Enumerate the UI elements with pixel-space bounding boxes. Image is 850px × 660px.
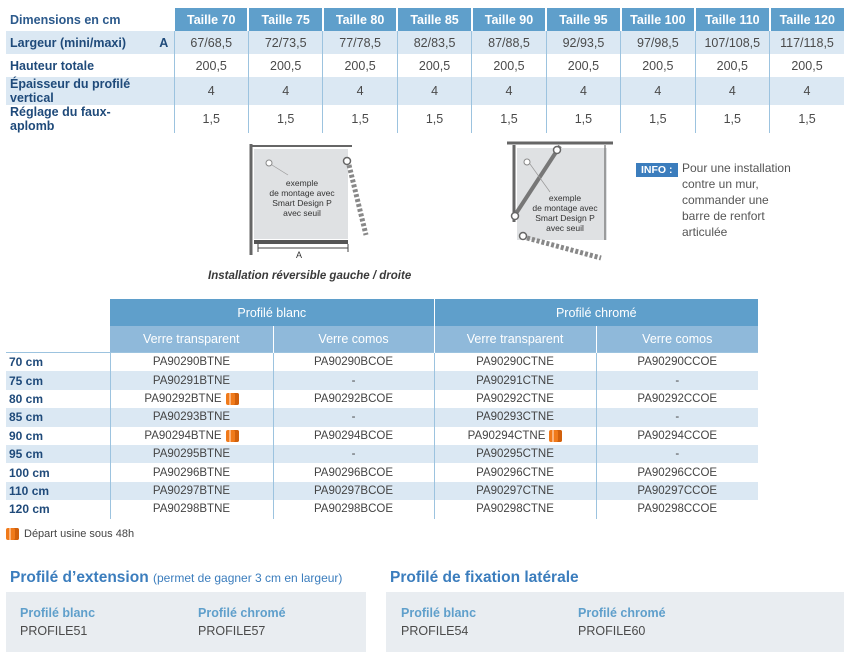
- reference-code: PA90292BTNE: [144, 392, 222, 405]
- extension-panel: [6, 592, 366, 652]
- dimension-value: 200,5: [397, 54, 471, 77]
- dimension-value: 1,5: [248, 105, 322, 133]
- dimension-value: 82/83,5: [397, 31, 471, 54]
- reference-code: PA90296BCOE: [313, 466, 394, 479]
- orange-box-icon: [6, 528, 19, 540]
- reference-code: PA90293CTNE: [476, 411, 554, 424]
- size-header: Taille 80: [323, 8, 397, 31]
- size-label: 110 cm: [6, 482, 110, 500]
- dimension-value: 107/108,5: [695, 31, 769, 54]
- note-line: Smart Design P: [272, 198, 332, 208]
- reference-cell: [434, 445, 596, 463]
- reference-code: PA90291CTNE: [476, 374, 554, 387]
- reference-code: PA90292CTNE: [476, 392, 554, 405]
- dimension-value: 200,5: [621, 54, 695, 77]
- info-line: commander une: [682, 193, 769, 207]
- reference-cell: [110, 371, 273, 389]
- reference-cell: [596, 445, 758, 463]
- info-block: [636, 160, 678, 178]
- reference-cell: [596, 482, 758, 500]
- fixation-chrome-value: PROFILE60: [578, 624, 646, 638]
- reference-code: PA90295BTNE: [152, 448, 231, 461]
- size-header: Taille 85: [397, 8, 471, 31]
- reference-cell: [110, 427, 273, 445]
- note-line: exemple: [285, 178, 319, 188]
- note-line: avec seuil: [546, 223, 584, 233]
- reference-cell: [596, 463, 758, 481]
- reference-cell: [273, 390, 434, 408]
- dimension-value: 4: [323, 77, 397, 105]
- table-row: [6, 445, 758, 463]
- dimensions-table: [6, 8, 844, 133]
- reference-cell: [273, 371, 434, 389]
- size-label: 95 cm: [6, 445, 110, 463]
- orange-box-icon: [226, 430, 239, 442]
- reference-code: PA90297CTNE: [476, 484, 554, 497]
- dimension-value: 200,5: [695, 54, 769, 77]
- corner-cell: [6, 299, 110, 326]
- reference-cell: [273, 408, 434, 426]
- reference-code: -: [351, 374, 356, 387]
- reference-cell: [596, 371, 758, 389]
- table-row: [6, 371, 758, 389]
- reference-code: -: [675, 448, 680, 461]
- dimension-value: 200,5: [546, 54, 620, 77]
- dimension-value: 4: [174, 77, 248, 105]
- reference-cell: [110, 482, 273, 500]
- dimensions-header-label: Dimensions en cm: [10, 12, 121, 27]
- dimension-value: 4: [546, 77, 620, 105]
- reference-cell: [434, 500, 596, 518]
- dimension-row: [6, 31, 844, 54]
- dimension-value: 92/93,5: [546, 31, 620, 54]
- group-header-chrome: Profilé chromé: [434, 299, 758, 326]
- dimension-value: 1,5: [472, 105, 546, 133]
- dimension-value: 200,5: [323, 54, 397, 77]
- dimension-a-label: A: [296, 250, 303, 260]
- info-text: [682, 160, 791, 240]
- dimension-row-label: Largeur (mini/maxi): [6, 31, 154, 54]
- dimension-marker: [154, 54, 174, 77]
- dimension-value: 4: [695, 77, 769, 105]
- size-label: 120 cm: [9, 502, 50, 517]
- size-header: Taille 90: [472, 8, 546, 31]
- reference-cell: [110, 408, 273, 426]
- dimension-value: 4: [248, 77, 322, 105]
- table-row: [6, 427, 758, 445]
- fixation-white-value: PROFILE54: [401, 624, 469, 638]
- reference-code: PA90296BTNE: [152, 466, 231, 479]
- dimension-marker: A: [154, 31, 174, 54]
- table-row: [6, 482, 758, 500]
- reference-cell: [273, 482, 434, 500]
- table-row: [6, 463, 758, 481]
- dimension-value: 1,5: [695, 105, 769, 133]
- reference-cell: [596, 427, 758, 445]
- dimension-value: 1,5: [621, 105, 695, 133]
- reference-code: PA90294CCOE: [637, 429, 718, 442]
- reference-cell: [110, 390, 273, 408]
- dimension-value: 1,5: [770, 105, 844, 133]
- extension-white-label: Profilé blanc: [20, 606, 96, 620]
- table-row: [6, 500, 758, 518]
- reference-code: PA90290CTNE: [476, 356, 554, 369]
- table-row: [6, 408, 758, 426]
- reference-cell: [596, 408, 758, 426]
- info-line: contre un mur,: [682, 177, 759, 191]
- note-line: de montage avec: [269, 188, 335, 198]
- size-label: 85 cm: [6, 408, 110, 426]
- reference-code: -: [351, 448, 356, 461]
- fixation-chrome-label: Profilé chromé: [578, 606, 666, 620]
- dimension-value: 4: [472, 77, 546, 105]
- references-table: [6, 299, 758, 519]
- dimension-marker: [154, 105, 174, 133]
- reference-code: PA90298CCOE: [637, 503, 718, 516]
- reference-cell: [273, 427, 434, 445]
- reference-code: -: [675, 411, 680, 424]
- dimension-row-label: Hauteur totale: [6, 54, 154, 77]
- sub-header: Verre transparent: [434, 326, 596, 353]
- extension-chrome-value: PROFILE57: [198, 624, 266, 638]
- note-line: de montage avec: [532, 203, 598, 213]
- dimension-value: 4: [770, 77, 844, 105]
- diagram-caption: Installation réversible gauche / droite: [208, 270, 412, 282]
- note-line: Smart Design P: [535, 213, 595, 223]
- dimension-value: 1,5: [323, 105, 397, 133]
- reference-cell: [110, 353, 273, 372]
- sub-header: Verre comos: [273, 326, 434, 353]
- reference-code: -: [351, 411, 356, 424]
- reference-code: PA90295CTNE: [476, 448, 554, 461]
- size-header: Taille 120: [770, 8, 844, 31]
- reference-code: PA90292BCOE: [313, 392, 394, 405]
- extension-chrome-label: Profilé chromé: [198, 606, 286, 620]
- size-label: 75 cm: [6, 371, 110, 389]
- fixation-title: Profilé de fixation latérale: [390, 569, 579, 586]
- dimension-value: 1,5: [546, 105, 620, 133]
- dimension-row-label: Épaisseur du profilé vertical: [6, 77, 154, 105]
- reference-cell: [434, 353, 596, 372]
- dimension-value: 200,5: [174, 54, 248, 77]
- reference-code: PA90297BTNE: [152, 484, 231, 497]
- dimension-value: 1,5: [174, 105, 248, 133]
- extension-title-text: Profilé d’extension: [10, 569, 149, 586]
- reference-code: PA90298BCOE: [313, 503, 394, 516]
- reference-cell: [110, 445, 273, 463]
- size-label: 70 cm: [6, 353, 110, 372]
- sub-header: Verre transparent: [110, 326, 273, 353]
- extension-white-value: PROFILE51: [20, 624, 88, 638]
- reference-code: PA90294CTNE: [467, 429, 546, 442]
- reference-cell: [434, 390, 596, 408]
- table-row: [6, 353, 758, 372]
- legend-text: Départ usine sous 48h: [24, 528, 135, 540]
- extension-subtitle: (permet de gagner 3 cm en largeur): [152, 571, 343, 585]
- dimension-value: 97/98,5: [621, 31, 695, 54]
- size-header: Taille 95: [546, 8, 620, 31]
- note-line: avec seuil: [283, 208, 321, 218]
- dimension-row: [6, 77, 844, 105]
- corner-cell: [6, 326, 110, 353]
- reference-cell: [110, 463, 273, 481]
- dimension-value: 87/88,5: [472, 31, 546, 54]
- size-header: Taille 70: [174, 8, 248, 31]
- fixation-white-label: Profilé blanc: [401, 606, 477, 620]
- dimension-value: 200,5: [472, 54, 546, 77]
- dimension-row: [6, 54, 844, 77]
- info-line: Pour une installation: [682, 161, 791, 175]
- reference-code: PA90292CCOE: [637, 392, 718, 405]
- orange-box-icon: [549, 430, 562, 442]
- dimension-row: [6, 105, 844, 133]
- reference-code: PA90297CCOE: [637, 484, 718, 497]
- reference-code: PA90294BTNE: [144, 429, 222, 442]
- extension-title: [10, 569, 342, 587]
- dimension-value: 200,5: [770, 54, 844, 77]
- reference-code: PA90298BTNE: [152, 503, 231, 516]
- info-line: articulée: [682, 225, 728, 239]
- dimension-value: 4: [397, 77, 471, 105]
- reference-cell: [596, 390, 758, 408]
- dimension-row-label: Réglage du faux-aplomb: [6, 105, 154, 133]
- reference-code: PA90296CTNE: [476, 466, 554, 479]
- dimension-value: 117/118,5: [770, 31, 844, 54]
- reference-cell: [434, 463, 596, 481]
- fixation-panel: [386, 592, 844, 652]
- reference-cell: [434, 427, 596, 445]
- reference-code: PA90294BCOE: [313, 429, 394, 442]
- size-header: Taille 110: [695, 8, 769, 31]
- size-label: 80 cm: [9, 391, 44, 406]
- reference-cell: [596, 500, 758, 518]
- dimension-value: 4: [621, 77, 695, 105]
- dimension-value: 200,5: [248, 54, 322, 77]
- left-diagram-note: [262, 178, 342, 218]
- dimension-value: 77/78,5: [323, 31, 397, 54]
- size-label: 100 cm: [9, 465, 50, 480]
- reference-code: PA90291BTNE: [152, 374, 231, 387]
- right-diagram-note: [529, 193, 601, 233]
- reference-code: PA90296CCOE: [637, 466, 718, 479]
- table-row: [6, 390, 758, 408]
- reference-cell: [273, 500, 434, 518]
- info-badge: INFO :: [636, 163, 678, 177]
- reference-cell: [596, 353, 758, 372]
- dimension-value: 1,5: [397, 105, 471, 133]
- dimension-value: 67/68,5: [174, 31, 248, 54]
- note-line: exemple: [548, 193, 582, 203]
- reference-code: PA90290BTNE: [152, 356, 231, 369]
- reference-code: PA90298CTNE: [476, 503, 554, 516]
- size-header: Taille 75: [248, 8, 322, 31]
- reference-cell: [434, 371, 596, 389]
- reference-cell: [110, 500, 273, 518]
- sub-header: Verre comos: [596, 326, 758, 353]
- reference-cell: [273, 445, 434, 463]
- info-line: barre de renfort: [682, 209, 765, 223]
- reference-cell: [434, 482, 596, 500]
- reference-cell: [434, 408, 596, 426]
- reference-code: PA90290CCOE: [637, 356, 718, 369]
- reference-code: PA90293BTNE: [152, 411, 231, 424]
- reference-code: -: [675, 374, 680, 387]
- reference-cell: [273, 463, 434, 481]
- size-label: 90 cm: [9, 428, 44, 443]
- reference-cell: [273, 353, 434, 372]
- reference-code: PA90290BCOE: [313, 356, 394, 369]
- size-header: Taille 100: [621, 8, 695, 31]
- group-header-white: Profilé blanc: [110, 299, 434, 326]
- reference-code: PA90297BCOE: [313, 484, 394, 497]
- express-legend: [6, 528, 134, 540]
- orange-box-icon: [226, 393, 239, 405]
- dimension-marker: [154, 77, 174, 105]
- dimension-value: 72/73,5: [248, 31, 322, 54]
